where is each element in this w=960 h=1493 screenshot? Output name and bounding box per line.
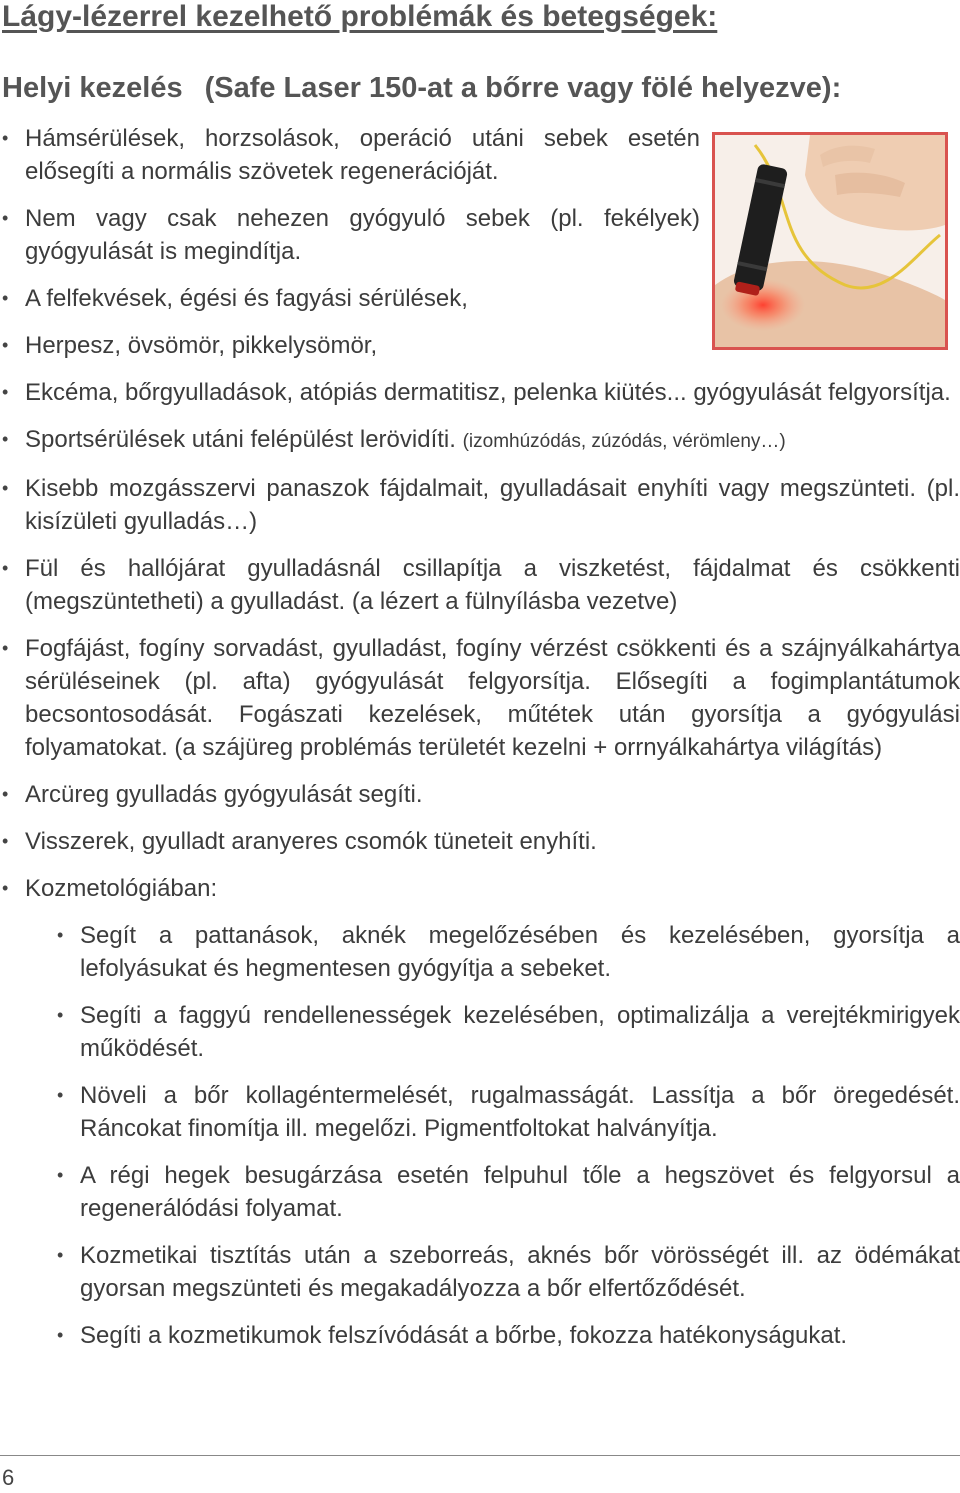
- list-item: • Ekcéma, bőrgyulladások, atópiás dermatitisz, pelenka kiütés... gyógyulását felgyorsítja.: [0, 376, 960, 409]
- list-item: • Nem vagy csak nehezen gyógyuló sebek (pl. fekélyek) gyógyulását is megindítja.: [0, 202, 700, 268]
- sublist-item: • Kozmetikai tisztítás után a szeborreás, aknés bőr vörösségét ill. az ödémákat gyorsan megszünteti és megakadályozza a bőr elfertőződését.: [25, 1239, 960, 1305]
- list-item: • Arcüreg gyulladás gyógyulását segíti.: [0, 778, 960, 811]
- list-item-note: (izomhúzódás, zúzódás, vérömleny…): [462, 431, 786, 452]
- sublist-item: • Segít a pattanások, aknék megelőzésében és kezelésében, gyorsítja a lefolyásukat és hegmentesen gyógyítja a sebeket.: [25, 919, 960, 985]
- section-heading-main: Helyi kezelés: [2, 72, 183, 104]
- section-heading: [2, 72, 841, 105]
- page-title: Lágy-lézerrel kezelhető problémák és betegségek:: [2, 0, 718, 33]
- sublist-item: • Segíti a kozmetikumok felszívódását a bőrbe, fokozza hatékonyságukat.: [25, 1319, 960, 1352]
- section-heading-note: (Safe Laser 150-at a bőrre vagy fölé helyezve):: [204, 72, 842, 104]
- list-item: • A felfekvések, égési és fagyási sérülések,: [0, 282, 700, 315]
- cosmetology-sublist: [25, 919, 960, 1352]
- treatment-list: [0, 122, 960, 1366]
- list-item: • Sportsérülések utáni felépülést lerövidíti. (izomhúzódás, zúzódás, vérömleny…): [0, 423, 960, 458]
- list-item: • Fogfájást, fogíny sorvadást, gyulladást, fogíny vérzést csökkenti és a szájnyálkahártya sérüléseinek (pl. afta) gyógyulását felgyorsítja. Elősegíti a fogimplantátumok becsontosodását. Fogászati kezelések, műtétek után gyorsítja a gyógyulási folyamatokat. (a szájüreg problémás területét kezelni + orrnyálkahártya világítás): [0, 632, 960, 764]
- list-item: • Hámsérülések, horzsolások, operáció utáni sebek esetén elősegíti a normális szövetek regenerációját.: [0, 122, 700, 188]
- sublist-item: • Növeli a bőr kollagéntermelését, rugalmasságát. Lassítja a bőr öregedését. Ráncokat finomítja ill. megelőzi. Pigmentfoltokat halványítja.: [25, 1079, 960, 1145]
- sublist-item: • A régi hegek besugárzása esetén felpuhul tőle a hegszövet és felgyorsul a regenerálódási folyamat.: [25, 1159, 960, 1225]
- list-item: • Fül és hallójárat gyulladásnál csillapítja a viszketést, fájdalmat és csökkenti (megszüntetheti) a gyulladást. (a lézert a fülnyílásba vezetve): [0, 552, 960, 618]
- list-item: • Kisebb mozgásszervi panaszok fájdalmait, gyulladásait enyhíti vagy megszünteti. (pl. kisízületi gyulladás…): [0, 472, 960, 538]
- list-item: • Herpesz, övsömör, pikkelysömör,: [0, 329, 700, 362]
- page-number: 6: [2, 1465, 15, 1490]
- footer-divider: [0, 1455, 960, 1456]
- list-item: • Visszerek, gyulladt aranyeres csomók tüneteit enyhíti.: [0, 825, 960, 858]
- sublist-item: • Segíti a faggyú rendellenességek kezelésében, optimalizálja a verejtékmirigyek működését.: [25, 999, 960, 1065]
- list-item: • Kozmetológiában: • Segít a pattanások, aknék megelőzésében és kezelésében, gyorsítja a lefolyásukat és hegmentesen gyógyítja a sebeket. • Segíti a faggyú rendellenességek kezelésében, optimalizálja a verejtékmirigyek működését. • Növeli a bőr kollagéntermelését, rugalmasságát. Lassítja a bőr öregedését. Ráncokat finomítja ill. megelőzi. Pigmentfoltokat halványítja. • A régi hegek besugárzása esetén felpuhul tőle a hegszövet és felgyorsul a regenerálódási folyamat. • Kozmetikai tisztítás után a szeborreás, aknés bőr vörösségét ill. az ödémákat gyorsan megszünteti és megakadályozza a bőr elfertőződését. • Segíti a kozmetikumok felszívódását a bőrbe, fokozza hatékonyságukat.: [0, 872, 960, 1352]
